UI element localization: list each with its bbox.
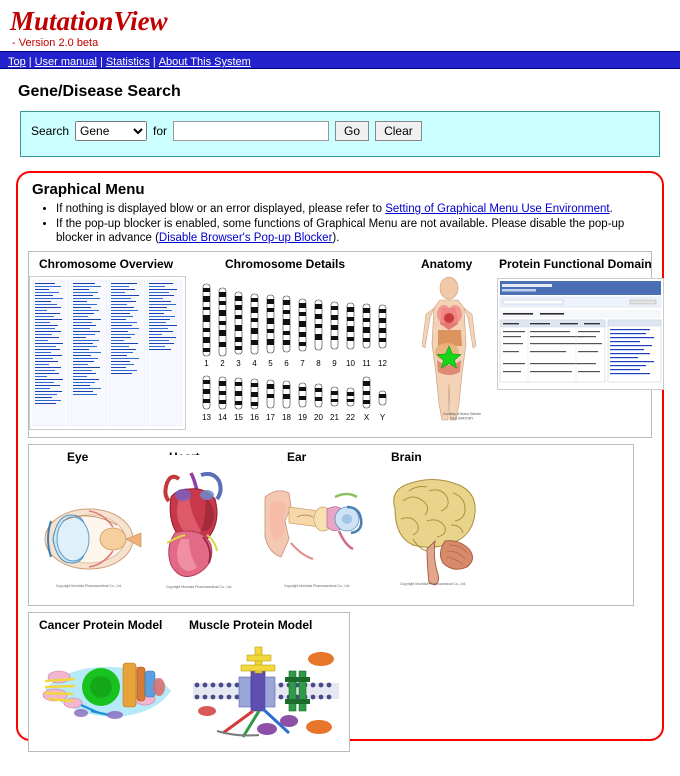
page-header xyxy=(0,0,680,51)
svg-text:16: 16 xyxy=(250,413,259,422)
svg-text:2: 2 xyxy=(220,359,225,368)
svg-text:Copyright Mochida Pharmaceutic: Copyright Mochida Pharmaceutical Co., Ltd. xyxy=(283,584,351,588)
search-input[interactable] xyxy=(173,121,329,141)
svg-text:20: 20 xyxy=(314,413,323,422)
anatomy-thumbnail[interactable] xyxy=(404,274,494,434)
svg-text:22: 22 xyxy=(346,413,355,422)
heart-thumbnail[interactable] xyxy=(147,455,252,595)
search-label: Search xyxy=(31,124,70,138)
page-title: Gene/Disease Search xyxy=(18,83,181,100)
protein-functional-domain-thumbnail[interactable] xyxy=(497,278,664,390)
chromosome-details-thumbnail[interactable] xyxy=(199,274,399,434)
svg-text:4: 4 xyxy=(252,359,257,368)
svg-text:3: 3 xyxy=(236,359,241,368)
svg-text:6: 6 xyxy=(284,359,289,368)
search-clear-button[interactable]: Clear xyxy=(375,121,422,141)
app-title: MutationView xyxy=(10,6,168,36)
caption-cancer-protein-model: Cancer Protein Model xyxy=(39,618,163,632)
svg-text:1: 1 xyxy=(204,359,209,368)
svg-text:Copyright Mochida Pharmaceutic: Copyright Mochida Pharmaceutical Co., Ltd. xyxy=(55,584,123,588)
app-version: - Version 2.0 beta xyxy=(12,37,99,49)
note-2-text-after: ). xyxy=(332,232,340,244)
graphical-menu-note-1 xyxy=(56,202,652,216)
graphical-menu-section xyxy=(16,171,664,741)
svg-text:X: X xyxy=(363,413,370,422)
nav-separator: | xyxy=(28,56,32,68)
caption-ear: Ear xyxy=(287,450,307,464)
svg-text:14: 14 xyxy=(218,413,227,422)
svg-text:13: 13 xyxy=(202,413,211,422)
svg-text:Copyright Mochida Pharmaceutic: Copyright Mochida Pharmaceutical Co., Ltd. xyxy=(399,582,467,586)
svg-text:8: 8 xyxy=(316,359,321,368)
gene-disease-search-panel xyxy=(20,111,660,157)
caption-brain: Brain xyxy=(391,450,422,464)
chromosome-overview-thumbnail[interactable] xyxy=(29,276,186,430)
nav-link-about-this-system[interactable]: About This System xyxy=(158,56,251,68)
svg-text:19: 19 xyxy=(298,413,307,422)
brain-thumbnail[interactable] xyxy=(377,469,489,591)
svg-text:17: 17 xyxy=(266,413,275,422)
graphical-menu-protein-models-panel xyxy=(28,612,350,752)
search-go-button[interactable]: Go xyxy=(335,121,369,141)
page-content xyxy=(0,83,680,741)
svg-text:11: 11 xyxy=(362,359,371,368)
note-2-text-before: If the pop-up blocker is enabled, some functions of Graphical Menu are not available. Please disable the pop-up blocker in advance ( xyxy=(56,218,625,244)
svg-text:Courtesy of Ikoma Science: Courtesy of Ikoma Science xyxy=(442,412,482,416)
svg-text:Copyright Mochida Pharmaceutic: Copyright Mochida Pharmaceutical Co., Ltd. xyxy=(165,585,233,589)
search-category-select[interactable] xyxy=(75,121,147,141)
svg-text:5: 5 xyxy=(268,359,273,368)
ear-thumbnail[interactable] xyxy=(257,471,377,593)
note-1-text-before: If nothing is displayed blow or an error displayed, please refer to xyxy=(56,203,386,215)
cancer-protein-model-thumbnail[interactable] xyxy=(35,637,187,745)
svg-text:Y: Y xyxy=(379,413,386,422)
search-for-label: for xyxy=(153,124,168,138)
note-2-link[interactable]: Disable Browser's Pop-up Blocker xyxy=(158,232,333,244)
svg-text:21: 21 xyxy=(330,413,339,422)
nav-separator: | xyxy=(99,56,103,68)
svg-text:9: 9 xyxy=(332,359,337,368)
main-navigation xyxy=(0,51,680,69)
caption-chromosome-overview: Chromosome Overview xyxy=(39,257,174,271)
note-1-text-after: . xyxy=(609,203,613,215)
note-1-link[interactable]: Setting of Graphical Menu Use Environment xyxy=(385,203,610,215)
svg-text:12: 12 xyxy=(378,359,387,368)
nav-link-top[interactable]: Top xyxy=(8,56,26,68)
svg-text:FILE ANATOMY: FILE ANATOMY xyxy=(450,416,474,421)
caption-anatomy: Anatomy xyxy=(421,257,473,271)
graphical-menu-organs-panel xyxy=(28,444,634,606)
svg-text:18: 18 xyxy=(282,413,291,422)
nav-separator: | xyxy=(152,56,156,68)
caption-chromosome-details: Chromosome Details xyxy=(225,257,346,271)
svg-text:10: 10 xyxy=(346,359,355,368)
graphical-menu-top-panel xyxy=(28,251,652,438)
nav-link-user-manual[interactable]: User manual xyxy=(34,56,97,68)
svg-text:7: 7 xyxy=(300,359,305,368)
svg-text:15: 15 xyxy=(234,413,243,422)
graphical-menu-note-2 xyxy=(56,217,652,245)
caption-muscle-protein-model: Muscle Protein Model xyxy=(189,618,313,632)
muscle-protein-model-thumbnail[interactable] xyxy=(187,633,345,745)
caption-eye: Eye xyxy=(67,450,89,464)
graphical-menu-notes xyxy=(28,202,652,245)
graphical-menu-title: Graphical Menu xyxy=(32,181,145,198)
nav-link-statistics[interactable]: Statistics xyxy=(105,56,150,68)
caption-protein-functional-domain: Protein Functional Domain xyxy=(499,257,652,271)
eye-thumbnail[interactable] xyxy=(37,469,142,594)
